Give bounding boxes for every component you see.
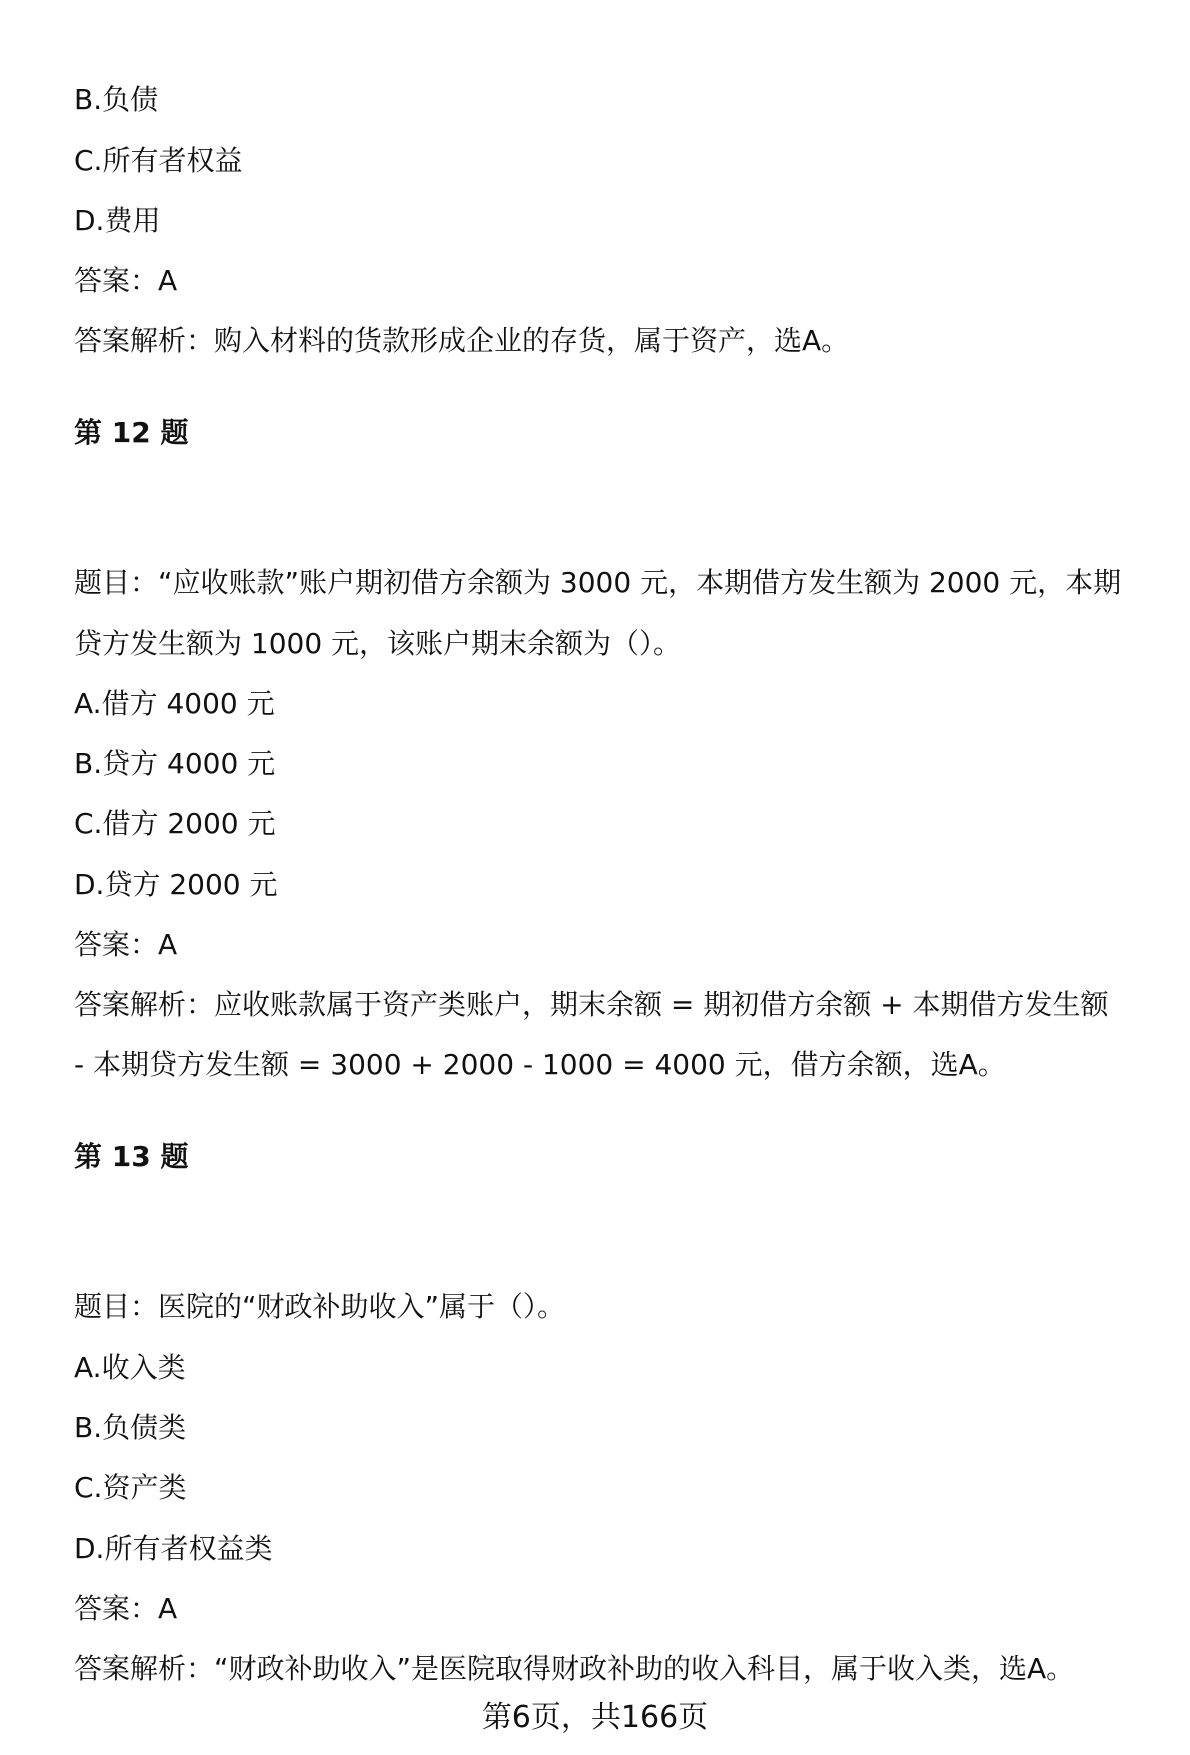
q11-option-d: D.费用 <box>74 204 161 237</box>
q12-analysis-line1: 答案解析：应收账款属于资产类账户，期末余额 = 期初借方余额 + 本期借方发生额 <box>74 988 1109 1021</box>
q12-option-b: B.贷方 4000 元 <box>74 747 276 780</box>
q12-stem-line1: 题目：“应收账款”账户期初借方余额为 3000 元，本期借方发生额为 2000 元，本期 <box>74 566 1122 599</box>
q13-option-c: C.资产类 <box>74 1471 187 1504</box>
q13-analysis: 答案解析：“财政补助收入”是医院取得财政补助的收入科目，属于收入类，选A。 <box>74 1652 1075 1685</box>
q12-option-c: C.借方 2000 元 <box>74 807 276 840</box>
page-indicator: 第6页，共166页 <box>481 1700 709 1735</box>
q12-stem-line2: 贷方发生额为 1000 元，该账户期末余额为（）。 <box>74 627 682 660</box>
q13-answer: 答案：A <box>74 1592 178 1625</box>
q13-heading: 第 13 题 <box>74 1140 189 1173</box>
q13-option-d: D.所有者权益类 <box>74 1532 273 1565</box>
q11-option-b: B.负债 <box>74 83 159 116</box>
q13-stem: 题目：医院的“财政补助收入”属于（）。 <box>74 1290 566 1323</box>
q13-option-a: A.收入类 <box>74 1351 186 1384</box>
q11-option-c: C.所有者权益 <box>74 144 243 177</box>
q11-answer: 答案：A <box>74 264 178 297</box>
q12-option-d: D.贷方 2000 元 <box>74 868 278 901</box>
q12-option-a: A.借方 4000 元 <box>74 687 275 720</box>
q12-heading: 第 12 题 <box>74 416 189 449</box>
q13-option-b: B.负债类 <box>74 1411 187 1444</box>
q12-answer: 答案：A <box>74 928 178 961</box>
q12-analysis-line2: - 本期贷方发生额 = 3000 + 2000 - 1000 = 4000 元，借方余额，选A。 <box>74 1048 1006 1081</box>
q11-analysis: 答案解析：购入材料的货款形成企业的存货，属于资产，选A。 <box>74 324 850 357</box>
